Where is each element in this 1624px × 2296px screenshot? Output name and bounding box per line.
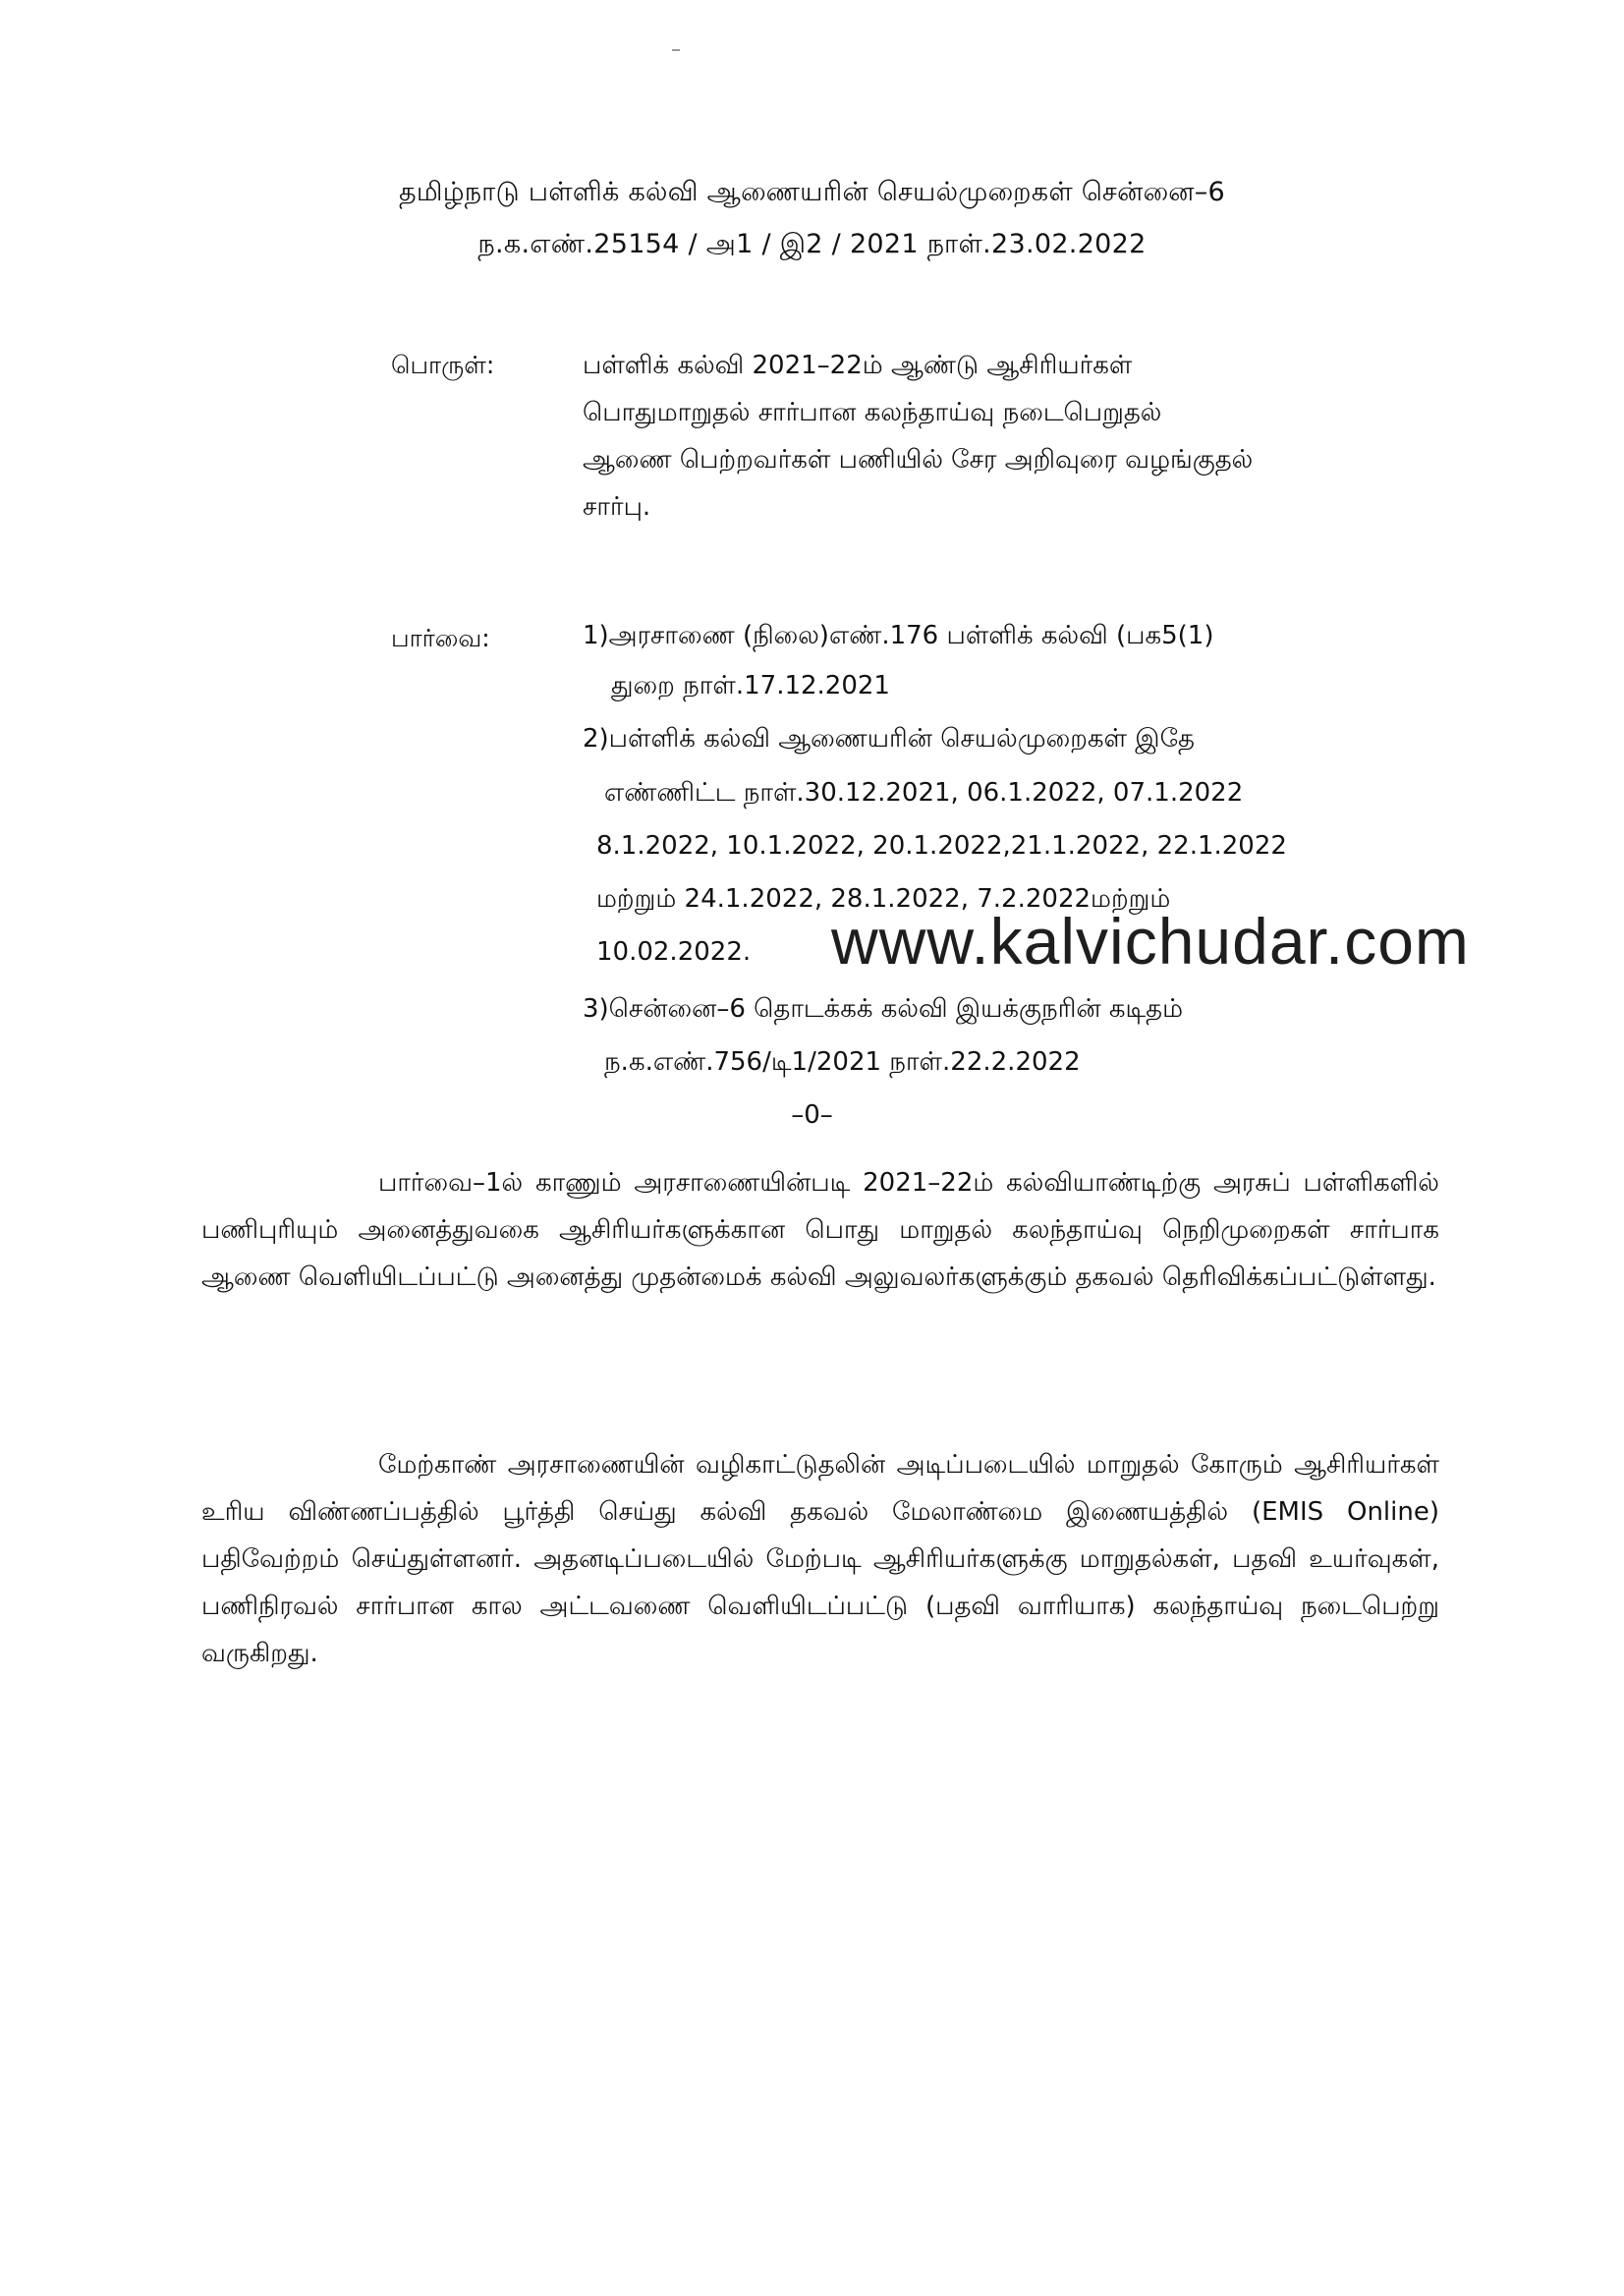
- subject-line: பொதுமாறுதல் சார்பான கலந்தாய்வு நடைபெறுதல்: [583, 398, 1162, 427]
- reference-line: 10.02.2022.: [596, 937, 752, 967]
- reference-line: துறை நாள்.17.12.2021: [611, 671, 890, 700]
- body-paragraph: [201, 1159, 1439, 1301]
- body-paragraph: [201, 1441, 1439, 1677]
- reference-label: பார்வை:: [391, 624, 490, 652]
- header-reference-number: ந.க.எண்.25154 / அ1 / இ2 / 2021 நாள்.23.02.2022: [477, 229, 1147, 259]
- reference-line: ந.க.எண்.756/டி1/2021 நாள்.22.2.2022: [604, 1047, 1081, 1077]
- subject-line: பள்ளிக் கல்வி 2021–22ம் ஆண்டு ஆசிரியர்கள்: [583, 351, 1133, 380]
- website-watermark: www.kalvichudar.com: [831, 905, 1470, 978]
- reference-line: எண்ணிட்ட நாள்.30.12.2021, 06.1.2022, 07.1.2022: [604, 778, 1244, 808]
- paragraph-text: மேற்காண் அரசாணையின் வழிகாட்டுதலின் அடிப்படையில் மாறுதல் கோரும் ஆசிரியர்கள் உரிய விண்ணப்பத்தில் பூர்த்தி செய்து கல்வி தகவல் மேலாண்மை இணையத்தில் (EMIS Online) பதிவேற்றம் செய்துள்ளனர். அதனடிப்படையில் மேற்படி ஆசிரியர்களுக்கு மாறுதல்கள், பதவி உயர்வுகள், பணிநிரவல் சார்பான கால அட்டவணை வெளியிடப்பட்டு (பதவி வாரியாக) கலந்தாய்வு நடைபெற்று வருகிறது.: [201, 1450, 1439, 1668]
- reference-line: மற்றும் 24.1.2022, 28.1.2022, 7.2.2022மற்றும்: [596, 884, 1171, 914]
- reference-line: 8.1.2022, 10.1.2022, 20.1.2022,21.1.2022, 22.1.2022: [596, 831, 1287, 861]
- section-separator: –0–: [791, 1100, 833, 1130]
- reference-line: 1)அரசாணை (நிலை)எண்.176 பள்ளிக் கல்வி (பக5(1): [583, 621, 1214, 650]
- reference-line: 3)சென்னை–6 தொடக்கக் கல்வி இயக்குநரின் கடிதம்: [583, 994, 1184, 1024]
- reference-line: 2)பள்ளிக் கல்வி ஆணையரின் செயல்முறைகள் இதே: [583, 724, 1195, 754]
- subject-label: பொருள்:: [391, 351, 495, 379]
- scan-speck: [672, 49, 680, 51]
- header-title: தமிழ்நாடு பள்ளிக் கல்வி ஆணையரின் செயல்முறைகள் சென்னை–6: [399, 177, 1225, 207]
- subject-line: ஆணை பெற்றவர்கள் பணியில் சேர அறிவுரை வழங்குதல்: [583, 445, 1254, 475]
- paragraph-text: பார்வை–1ல் காணும் அரசாணையின்படி 2021–22ம் கல்வியாண்டிற்கு அரசுப் பள்ளிகளில் பணிபுரியும் அனைத்துவகை ஆசிரியர்களுக்கான பொது மாறுதல் கலந்தாய்வு நெறிமுறைகள் சார்பாக ஆணை வெளியிடப்பட்டு அனைத்து முதன்மைக் கல்வி அலுவலர்களுக்கும் தகவல் தெரிவிக்கப்பட்டுள்ளது.: [201, 1168, 1439, 1292]
- subject-text: [583, 342, 1467, 531]
- subject-line: சார்பு.: [583, 492, 651, 522]
